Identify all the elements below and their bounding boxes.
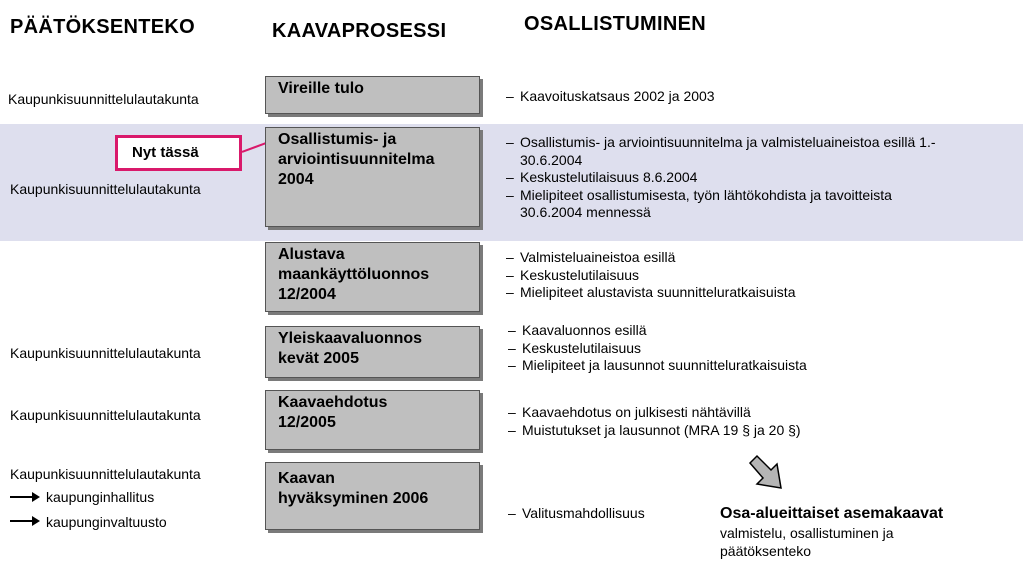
sub-plans-body: valmistelu, osallistuminen ja päätöksenteko [720,525,894,559]
process-step: Yleiskaavaluonnos kevät 2005 [265,326,480,378]
participation-group [508,505,645,523]
arrow-line [10,520,34,522]
participation-item: – Mielipiteet ja lausunnot suunnitteluratkaisuista [508,357,807,375]
process-step: Vireille tulo [265,76,480,114]
header-decision: PÄÄTÖKSENTEKO [10,16,196,38]
sub-plans-title: Osa-alueittaiset asemakaavat [720,505,944,522]
participation-item: – Muistutukset ja lausunnot (MRA 19 § ja 20 §) [508,422,801,440]
process-step: Alustava maankäyttöluonnos 12/2004 [265,242,480,312]
participation-item: – Kaavaehdotus on julkisesti nähtävillä [508,404,801,422]
diagonal-arrow-icon [745,452,787,492]
header-process: KAAVAPROSESSI [272,20,447,42]
participation-item: – Keskustelutilaisuus 8.6.2004 [506,169,936,187]
arrow-right-icon [32,516,40,526]
participation-item: – Keskustelutilaisuus [508,340,807,358]
participation-item: – Mielipiteet osallistumisesta, työn lähtökohdista ja tavoitteista 30.6.2004 mennessä [506,187,936,222]
participation-item: – Valmisteluaineistoa esillä [506,249,795,267]
participation-item: – Valitusmahdollisuus [508,505,645,523]
decision-label: Kaupunkisuunnittelulautakunta [10,466,201,482]
participation-item: – Kaavoituskatsaus 2002 ja 2003 [506,88,715,106]
connector-line [242,140,266,156]
process-step: Kaavaehdotus 12/2005 [265,390,480,450]
participation-item: – Mielipiteet alustavista suunnitteluratkaisuista [506,284,795,302]
decision-label: Kaupunkisuunnittelulautakunta [10,181,201,197]
arrow-line [10,496,34,498]
participation-group [506,134,936,222]
arrow-right-icon [32,492,40,502]
decision-label: Kaupunkisuunnittelulautakunta [10,345,201,361]
current-stage-label: Nyt tässä [132,144,199,161]
process-step: Osallistumis- ja arviointisuunnitelma 2004 [265,127,480,227]
participation-group [508,404,801,439]
decision-step: kaupunginvaltuusto [46,514,167,530]
process-step: Kaavan hyväksyminen 2006 [265,462,480,530]
participation-group [508,322,807,375]
participation-group [506,249,795,302]
participation-item: – Kaavaluonnos esillä [508,322,807,340]
decision-step: kaupunginhallitus [46,489,155,505]
participation-item: – Osallistumis- ja arviointisuunnitelma ja valmisteluaineistoa esillä 1.- 30.6.2004 [506,134,936,169]
header-participation: OSALLISTUMINEN [524,13,706,35]
participation-item: – Keskustelutilaisuus [506,267,795,285]
decision-label: Kaupunkisuunnittelulautakunta [8,91,199,107]
participation-group [506,88,715,106]
decision-label: Kaupunkisuunnittelulautakunta [10,407,201,423]
current-stage-marker [115,135,242,171]
